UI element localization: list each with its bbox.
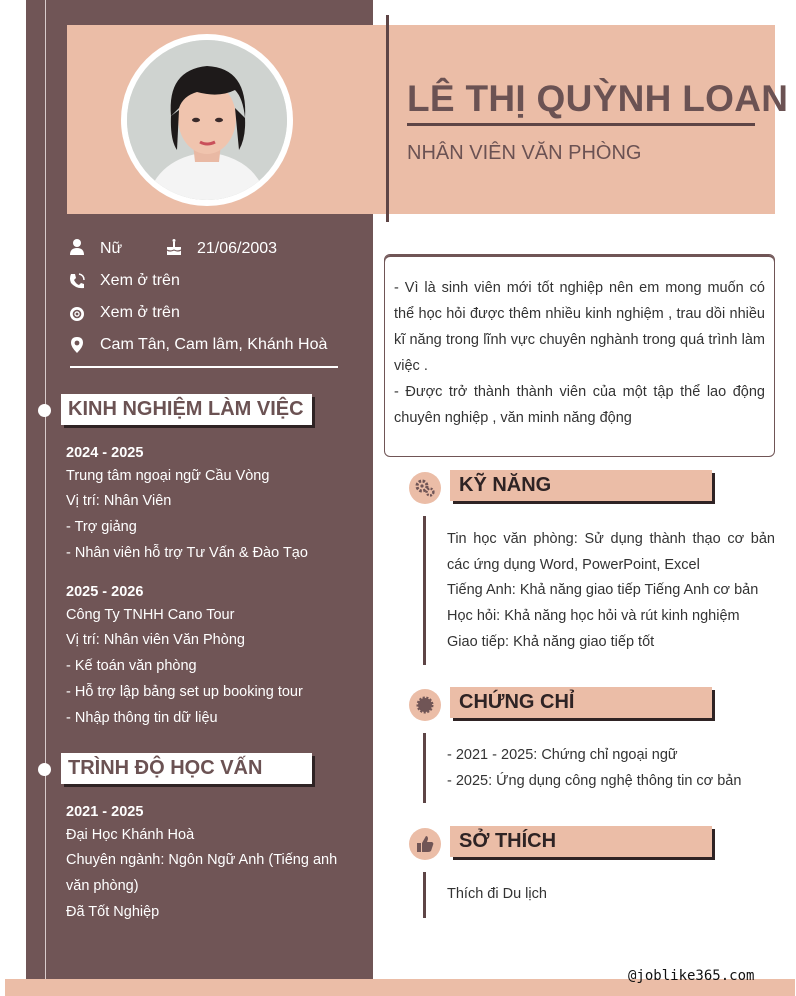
job-2-position: Vị trí: Nhân viên Văn Phòng [66,632,245,648]
name-underline [407,123,755,126]
address-value: Cam Tân, Cam lâm, Khánh Hoà [100,336,328,353]
phone-value: Xem ở trên [100,272,180,289]
job-1-company: Trung tâm ngoại ngữ Cầu Vòng [66,468,270,484]
education-heading: TRÌNH ĐỘ HỌC VẤN [61,753,312,784]
location-pin-icon [68,336,86,354]
certificates-heading: CHỨNG CHỈ [450,687,712,718]
skills-circle [409,472,441,504]
skills-heading: KỸ NĂNG [450,470,712,501]
skill-item-4: Giao tiếp: Khả năng giao tiếp tốt [447,634,655,650]
timeline-dot [38,763,51,776]
certificate-item-2: - 2025: Ứng dụng công nghệ thông tin cơ bản [447,773,742,789]
birthday-value: 21/06/2003 [197,240,278,257]
job-1-years: 2024 - 2025 [66,445,144,461]
candidate-name: LÊ THỊ QUỲNH LOAN [407,78,789,119]
certificates-circle [409,689,441,721]
gears-icon [409,472,441,504]
job-1-position: Vị trí: Nhân Viên [66,493,172,509]
birthday-cake-icon [165,238,183,256]
job-2-duty-3: - Nhập thông tin dữ liệu [66,710,218,726]
badge-icon [409,689,441,721]
job-2-duty-2: - Hỗ trợ lập bảng set up booking tour [66,684,303,700]
phone-icon [68,272,86,290]
experience-heading: KINH NGHIỆM LÀM VIỆC [61,394,312,425]
hobbies-line [423,872,426,918]
career-objective-box [384,254,775,457]
skill-item-1: Tin học văn phòng: Sử dụng thành thạo cơ bản các ứng dụng Word, PowerPoint, Excel [447,531,775,573]
user-icon [68,238,86,256]
hobbies-circle [409,828,441,860]
objective-paragraph-2: - Được trở thành thành viên của một tập thể lao động chuyên nghiệp , văn minh năng động [394,384,765,426]
gender-value: Nữ [100,240,123,257]
job-2-duty-1: - Kế toán văn phòng [66,658,197,674]
avatar-photo [127,40,287,200]
hobbies-heading: SỞ THÍCH [450,826,712,857]
education-major-line-1: Chuyên ngành: Ngôn Ngữ Anh (Tiếng anh [66,852,338,868]
education-years: 2021 - 2025 [66,804,144,820]
objective-paragraph-1: - Vì là sinh viên mới tốt nghiệp nên em mong muốn có thể học hỏi được thêm nhiều kinh nghiệm , trau dồi nhiều kĩ năng trong lĩnh vực chuyên nghành trong quá trình làm việc . [394,280,765,374]
hobby-item-1: Thích đi Du lịch [447,886,547,902]
job-title: NHÂN VIÊN VĂN PHÒNG [407,142,642,164]
skill-item-3: Học hỏi: Khả năng học hỏi và rút kinh nghiệm [447,608,740,624]
skills-line [423,516,426,665]
education-status: Đã Tốt Nghiệp [66,904,160,920]
timeline-dot [38,404,51,417]
watermark: @joblike365.com [628,968,755,984]
thumbs-up-icon [409,828,441,860]
job-2-years: 2025 - 2026 [66,584,144,600]
certificates-line [423,733,426,803]
email-icon [68,305,86,323]
education-school: Đại Học Khánh Hoà [66,827,195,843]
contact-divider [70,366,338,368]
header-divider [386,15,389,222]
email-value: Xem ở trên [100,304,180,321]
certificate-item-1: - 2021 - 2025: Chứng chỉ ngoại ngữ [447,747,678,763]
job-1-duty-2: - Nhân viên hỗ trợ Tư Vấn & Đào Tạo [66,545,308,561]
education-major-line-2: văn phòng) [66,878,139,894]
job-1-duty-1: - Trợ giảng [66,519,137,535]
job-2-company: Công Ty TNHH Cano Tour [66,607,235,623]
skill-item-2: Tiếng Anh: Khả năng giao tiếp Tiếng Anh cơ bản [447,582,759,598]
avatar [121,34,293,206]
sidebar-vertical-line [45,0,46,996]
